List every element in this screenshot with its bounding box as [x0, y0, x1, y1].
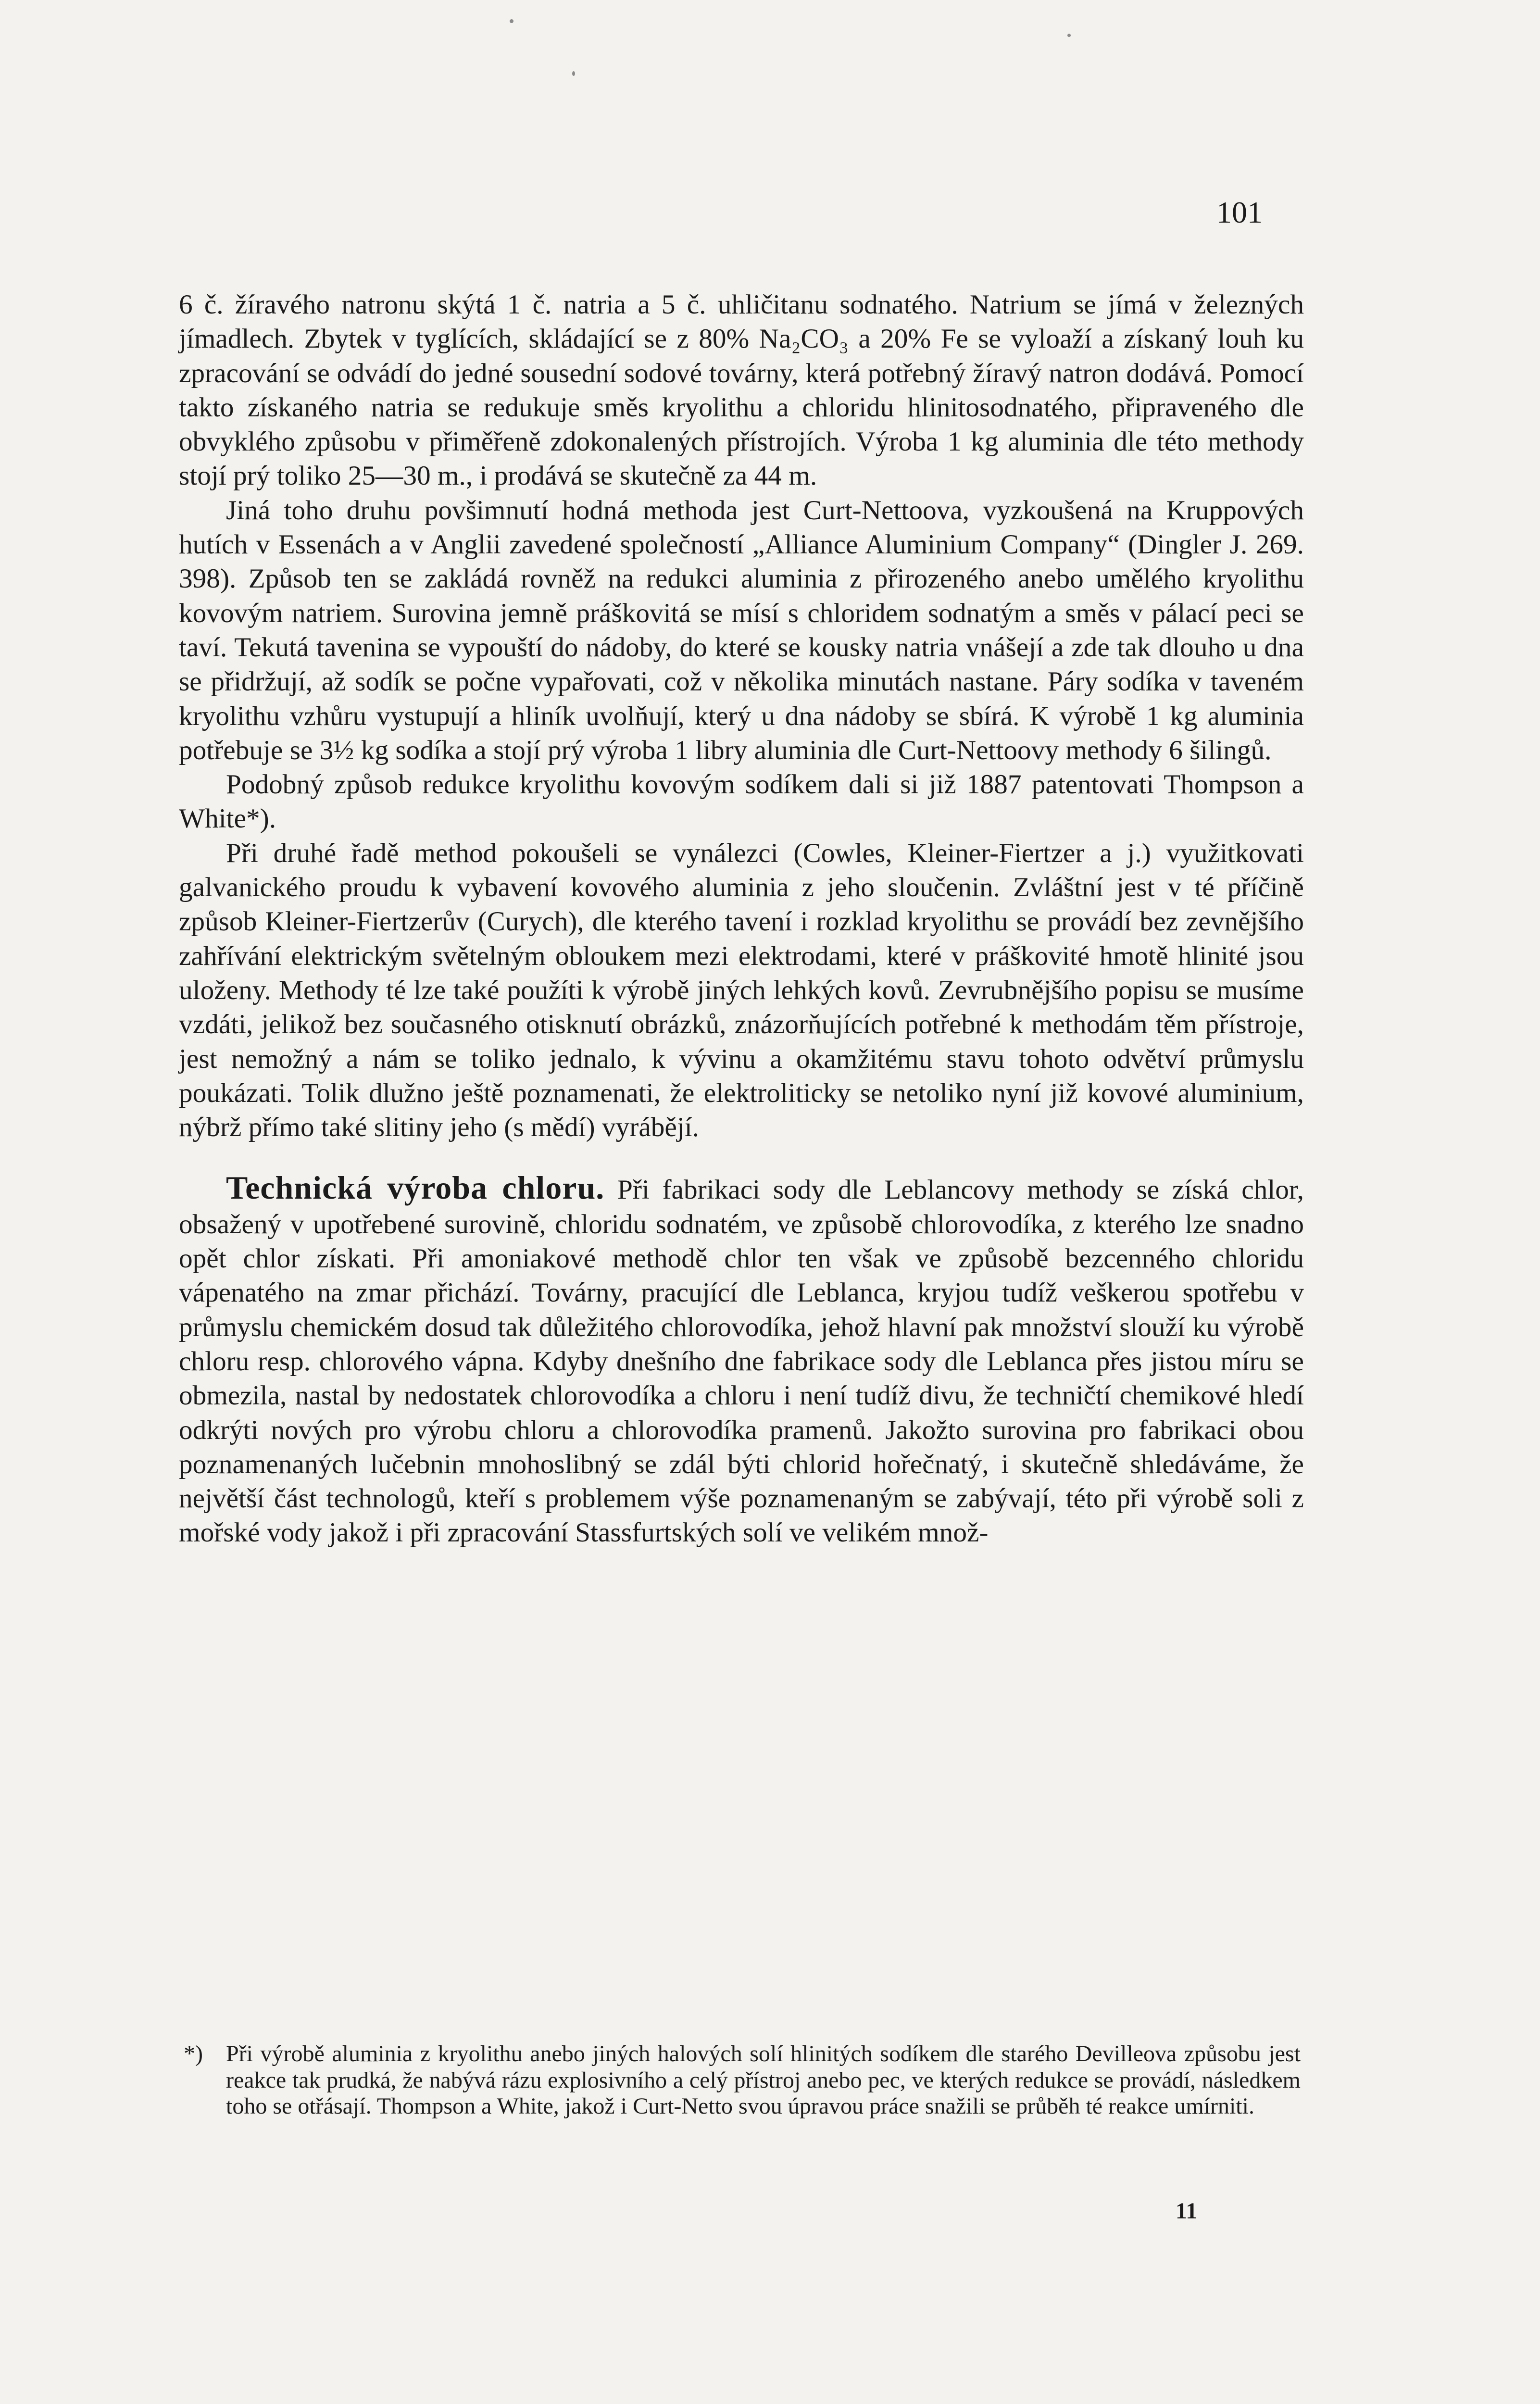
footnote	[184, 2041, 1301, 2120]
footnote-text: Při výrobě aluminia z kryolithu anebo jiných halových solí hlinitých sodíkem dle starého Devilleova způsobu jest reakce tak prudká, že nabývá rázu explosivního a celý přístroj anebo pec, ve kterých redukce se provádí, následkem toho se otřásají. Thompson a White, jakož i Curt-Netto svou úpravou práce snažili se průběh té reakce umírniti.	[226, 2041, 1301, 2119]
paragraph-4: Při druhé řadě method pokoušeli se vynálezci (Cowles, Kleiner-Fiertzer a j.) využitkovati galvanického proudu k vybavení kovového aluminia z jeho sloučenin. Zvláštní jest v té příčině způsob Kleiner-Fiertzerův (Curych), dle kterého tavení i rozklad kryolithu se provádí bez zevnějšího zahřívání elektrickým světelným obloukem mezi elektrodami, které v práškovité hmotě hlinité jsou uloženy. Methody té lze také použíti k výrobě jiných lehkých kovů. Zevrubnějšího popisu se musíme vzdáti, jelikož bez současného otisknutí obrázků, znázorňujících potřebné k methodám těm přístroje, jest nemožný a nám se toliko jednalo, k vývinu a okamžitému stavu tohoto odvětví průmyslu poukázati. Tolik dlužno ještě poznamenati, že elektroliticky se netoliko nyní již kovové aluminium, nýbrž přímo také slitiny jeho (s mědí) vyrábějí.	[179, 838, 1304, 1143]
section-heading: Technická výroba chloru.	[226, 1169, 605, 1206]
scan-speck	[510, 19, 513, 23]
section-paragraph	[179, 1171, 1304, 1550]
section-text: Při fabrikaci sody dle Leblancovy methody se získá chlor, obsažený v upotřebené surovině, chloridu sodnatém, ve způsobě chlorovodíka, z kterého lze snadno opět chlor získati. Při amoniakové methodě chlor ten však ve způsobě bezcenného chloridu vápenatého na zmar přichází. Továrny, pracující dle Leblanca, kryjou tudíž veškerou spotřebu v průmyslu chemickém dosud tak důležitého chlorovodíka, jehož hlavní pak množství slouží ku výrobě chloru resp. chlorového vápna. Kdyby dnešního dne fabrikace sody dle Leblanca přes jistou míru se obmezila, nastal by nedostatek chlorovodíka a chloru i není tudíž divu, že techničtí chemikové hledí odkrýti nových pro výrobu chloru a chlorovodíka pramenů. Jakožto surovina pro fabrikaci obou poznamenaných lučebnin mnohoslibný se zdál býti chlorid hořečnatý, i skutečně shledáváme, že největší část technologů, kteří s problemem výše poznamenaným se zabývají, této při výrobě soli z mořské vody jakož i při zpracování Stassfurtských solí ve velikém množ-	[179, 1175, 1304, 1548]
page-number: 101	[1216, 195, 1263, 229]
paragraph-3: Podobný způsob redukce kryolithu kovovým sodíkem dali si již 1887 patentovati Thompson a White*).	[179, 769, 1304, 834]
paragraph-2: Jiná toho druhu povšimnutí hodná methoda jest Curt-Nettoova, vyzkoušená na Kruppových hutích v Essenách a v Anglii zavedené společností „Alliance Aluminium Company“ (Dingler J. 269. 398). Způsob ten se zakládá rovněž na redukci aluminia z přirozeného anebo umělého kryolithu kovovým natriem. Surovina jemně práškovitá se mísí s chloridem sodnatým a směs v pálací peci se taví. Tekutá tavenina se vypouští do nádoby, do které se kousky natria vnášejí a zde tak dlouho u dna se přidržují, až sodík se počne vypařovati, což v několika minutách nastane. Páry sodíka v taveném kryolithu vzhůru vystupují a hliník uvolňují, který u dna nádoby se sbírá. K výrobě 1 kg aluminia potřebuje se 3½ kg sodíka a stojí prý výroba 1 libry aluminia dle Curt-Nettoovy methody 6 šilingů.	[179, 495, 1304, 765]
scan-speck	[572, 71, 575, 76]
sheet-signature: 11	[1176, 2198, 1198, 2224]
scan-speck	[1067, 34, 1071, 37]
footnote-mark: *)	[184, 2041, 203, 2066]
paragraph-1: 6 č. žíravého natronu skýtá 1 č. natria a 5 č. uhličitanu sodnatého. Natrium se jímá v železných jímadlech. Zbytek v tyglících, skládající se z 80% Na₂CO₃ a 20% Fe se vyloaží a získaný louh ku zpracování se odvádí do jedné sousední sodové továrny, která potřebný žíravý natron dodává. Pomocí takto získaného natria se redukuje směs kryolithu a chloridu hlinitosodnatého, připraveného dle obvyklého způsobu v přiměřeně zdokonalených přístrojích. Výroba 1 kg aluminia dle této methody stojí prý toliko 25—30 m., i prodává se skutečně za 44 m.	[179, 289, 1304, 491]
body-text	[179, 288, 1304, 1550]
